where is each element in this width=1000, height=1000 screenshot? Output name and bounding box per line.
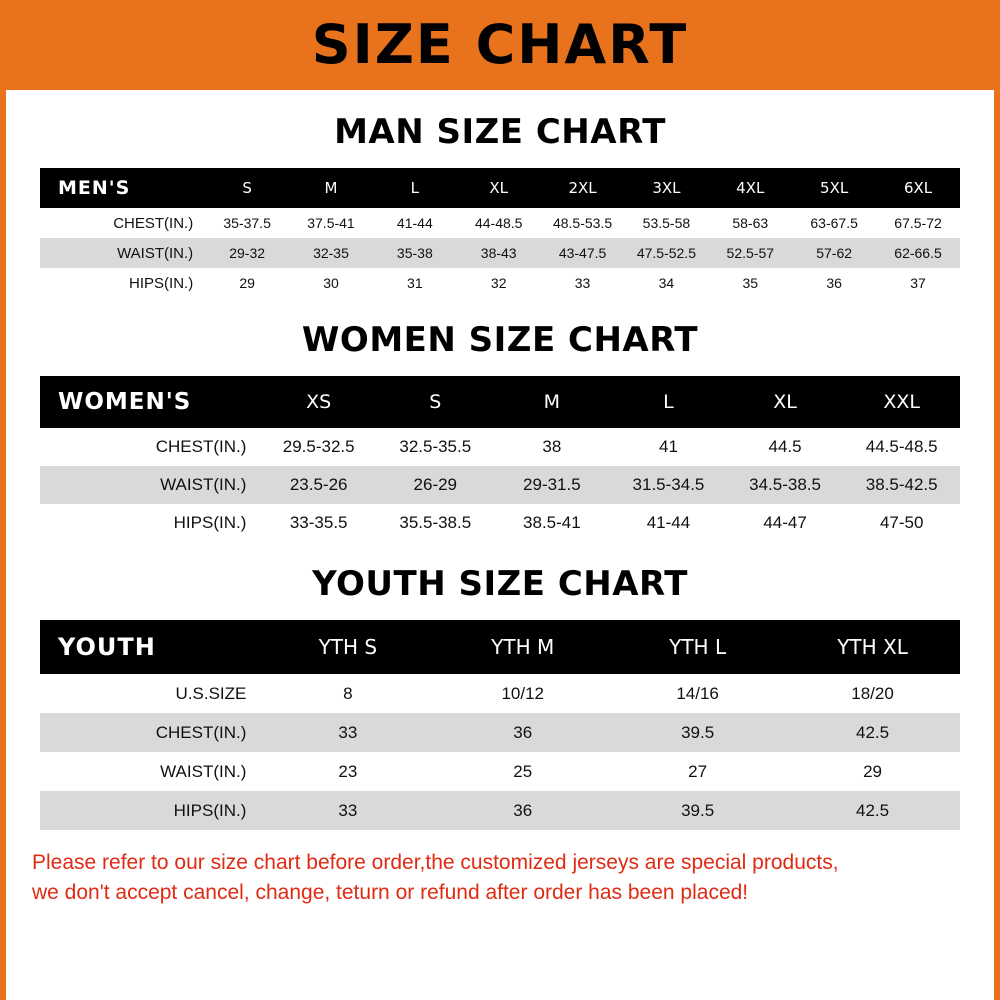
women-cell: 44-47 xyxy=(727,504,844,542)
youth-section xyxy=(6,564,994,830)
youth-cell: 36 xyxy=(435,791,610,830)
men-header-row xyxy=(40,168,960,208)
men-cell: 34 xyxy=(624,268,708,298)
men-cell: 32-35 xyxy=(289,238,373,268)
men-cell: 32 xyxy=(457,268,541,298)
table-row xyxy=(40,238,960,268)
women-cell: 38.5-41 xyxy=(494,504,611,542)
men-cell: 47.5-52.5 xyxy=(624,238,708,268)
women-row-label: HIPS(IN.) xyxy=(40,504,260,542)
men-cell: 44-48.5 xyxy=(457,208,541,238)
women-column-header: XL xyxy=(727,376,844,428)
table-row xyxy=(40,268,960,298)
women-cell: 34.5-38.5 xyxy=(727,466,844,504)
women-cell: 41-44 xyxy=(610,504,727,542)
women-cell: 35.5-38.5 xyxy=(377,504,494,542)
women-cell: 26-29 xyxy=(377,466,494,504)
footer-note-line-1: Please refer to our size chart before order,the customized jerseys are special products, xyxy=(32,851,839,874)
men-cell: 33 xyxy=(541,268,625,298)
men-cell: 37.5-41 xyxy=(289,208,373,238)
men-cell: 67.5-72 xyxy=(876,208,960,238)
page-title: SIZE CHART xyxy=(311,13,689,76)
men-column-header: 4XL xyxy=(708,168,792,208)
women-section xyxy=(6,320,994,542)
women-cell: 41 xyxy=(610,428,727,466)
women-cell: 23.5-26 xyxy=(260,466,377,504)
men-row-label: WAIST(IN.) xyxy=(40,238,205,268)
men-row-label: HIPS(IN.) xyxy=(40,268,205,298)
youth-size-table xyxy=(40,620,960,830)
youth-header-row xyxy=(40,620,960,674)
men-size-table xyxy=(40,168,960,298)
women-cell: 29.5-32.5 xyxy=(260,428,377,466)
men-cell: 48.5-53.5 xyxy=(541,208,625,238)
youth-column-header: YTH L xyxy=(610,620,785,674)
men-cell: 57-62 xyxy=(792,238,876,268)
men-row-label: CHEST(IN.) xyxy=(40,208,205,238)
youth-header-label: YOUTH xyxy=(40,620,260,674)
women-cell: 38 xyxy=(494,428,611,466)
women-column-header: XXL xyxy=(843,376,960,428)
men-cell: 53.5-58 xyxy=(624,208,708,238)
table-row xyxy=(40,466,960,504)
men-column-header: 6XL xyxy=(876,168,960,208)
youth-cell: 10/12 xyxy=(435,674,610,713)
youth-cell: 39.5 xyxy=(610,791,785,830)
youth-column-header: YTH M xyxy=(435,620,610,674)
youth-cell: 8 xyxy=(260,674,435,713)
youth-cell: 36 xyxy=(435,713,610,752)
women-column-header: XS xyxy=(260,376,377,428)
men-cell: 29 xyxy=(205,268,289,298)
youth-row-label: WAIST(IN.) xyxy=(40,752,260,791)
youth-cell: 14/16 xyxy=(610,674,785,713)
men-cell: 43-47.5 xyxy=(541,238,625,268)
youth-cell: 18/20 xyxy=(785,674,960,713)
youth-row-label: HIPS(IN.) xyxy=(40,791,260,830)
women-cell: 31.5-34.5 xyxy=(610,466,727,504)
youth-table-head xyxy=(40,620,960,674)
women-cell: 47-50 xyxy=(843,504,960,542)
table-row xyxy=(40,791,960,830)
men-column-header: XL xyxy=(457,168,541,208)
men-cell: 36 xyxy=(792,268,876,298)
men-column-header: M xyxy=(289,168,373,208)
women-table-head xyxy=(40,376,960,428)
footer-note xyxy=(6,830,994,909)
men-column-header: 2XL xyxy=(541,168,625,208)
men-cell: 29-32 xyxy=(205,238,289,268)
youth-cell: 25 xyxy=(435,752,610,791)
youth-section-title: YOUTH SIZE CHART xyxy=(312,564,688,604)
women-header-row xyxy=(40,376,960,428)
men-cell: 41-44 xyxy=(373,208,457,238)
banner xyxy=(6,0,994,90)
table-row xyxy=(40,208,960,238)
women-cell: 33-35.5 xyxy=(260,504,377,542)
men-column-header: 3XL xyxy=(624,168,708,208)
men-cell: 38-43 xyxy=(457,238,541,268)
women-column-header: L xyxy=(610,376,727,428)
youth-cell: 23 xyxy=(260,752,435,791)
youth-cell: 42.5 xyxy=(785,713,960,752)
table-row xyxy=(40,752,960,791)
table-row xyxy=(40,504,960,542)
table-row xyxy=(40,713,960,752)
men-column-header: L xyxy=(373,168,457,208)
women-cell: 29-31.5 xyxy=(494,466,611,504)
women-column-header: S xyxy=(377,376,494,428)
table-row xyxy=(40,428,960,466)
men-cell: 35-37.5 xyxy=(205,208,289,238)
men-cell: 37 xyxy=(876,268,960,298)
men-cell: 35-38 xyxy=(373,238,457,268)
women-table-body xyxy=(40,428,960,542)
youth-row-label: U.S.SIZE xyxy=(40,674,260,713)
youth-column-header: YTH S xyxy=(260,620,435,674)
men-cell: 63-67.5 xyxy=(792,208,876,238)
men-table-body xyxy=(40,208,960,298)
men-section xyxy=(6,112,994,298)
men-column-header: S xyxy=(205,168,289,208)
men-table-head xyxy=(40,168,960,208)
footer-note-line-2: we don't accept cancel, change, teturn or refund after order has been placed! xyxy=(32,881,749,905)
table-row xyxy=(40,674,960,713)
youth-cell: 27 xyxy=(610,752,785,791)
women-cell: 44.5-48.5 xyxy=(843,428,960,466)
women-cell: 44.5 xyxy=(727,428,844,466)
youth-cell: 29 xyxy=(785,752,960,791)
men-cell: 52.5-57 xyxy=(708,238,792,268)
women-row-label: WAIST(IN.) xyxy=(40,466,260,504)
men-column-header: 5XL xyxy=(792,168,876,208)
women-header-label: WOMEN'S xyxy=(40,376,260,428)
women-size-table xyxy=(40,376,960,542)
youth-cell: 39.5 xyxy=(610,713,785,752)
youth-row-label: CHEST(IN.) xyxy=(40,713,260,752)
men-cell: 30 xyxy=(289,268,373,298)
youth-table-body xyxy=(40,674,960,830)
youth-cell: 42.5 xyxy=(785,791,960,830)
men-cell: 62-66.5 xyxy=(876,238,960,268)
men-section-title: MAN SIZE CHART xyxy=(334,112,666,152)
women-section-title: WOMEN SIZE CHART xyxy=(301,320,699,360)
youth-column-header: YTH XL xyxy=(785,620,960,674)
men-header-label: MEN'S xyxy=(40,168,205,208)
youth-cell: 33 xyxy=(260,713,435,752)
men-cell: 35 xyxy=(708,268,792,298)
women-column-header: M xyxy=(494,376,611,428)
men-cell: 58-63 xyxy=(708,208,792,238)
women-cell: 38.5-42.5 xyxy=(843,466,960,504)
women-row-label: CHEST(IN.) xyxy=(40,428,260,466)
men-cell: 31 xyxy=(373,268,457,298)
youth-cell: 33 xyxy=(260,791,435,830)
women-cell: 32.5-35.5 xyxy=(377,428,494,466)
